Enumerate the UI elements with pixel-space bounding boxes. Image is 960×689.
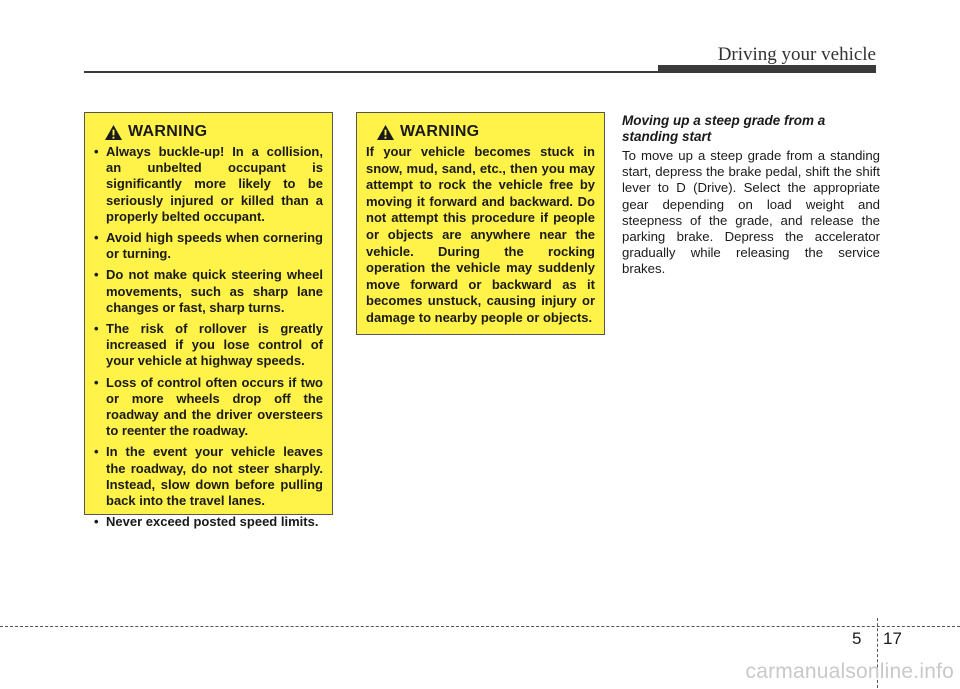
list-item: • Always buckle-up! In a collision, an unbelted occupant is significantly more likely to be seriously injured or killed than a properly belted occupant. bbox=[94, 144, 323, 225]
warning-header bbox=[104, 123, 323, 141]
warning-triangle-icon bbox=[104, 124, 123, 141]
list-item: • Loss of control often occurs if two or more wheels drop off the roadway and the driver oversteers to reenter the roadway. bbox=[94, 375, 323, 440]
list-item: • In the event your vehicle leaves the roadway, do not steer sharply. Instead, slow down before pulling back into the travel lanes. bbox=[94, 444, 323, 509]
page-header-title: Driving your vehicle bbox=[717, 44, 876, 65]
footer-rule bbox=[0, 626, 960, 627]
header-rule bbox=[84, 71, 660, 73]
header-rule-accent bbox=[658, 65, 876, 73]
chapter-number: 5 bbox=[852, 629, 862, 648]
section-body: To move up a steep grade from a standing start, depress the brake pedal, shift the shift lever to D (Drive). Select the appropriate gear depending on load weight and steepness of the grade, and release the parking brake. Depress the accelerator gradually while releasing the service brakes. bbox=[622, 148, 880, 277]
warning-list bbox=[94, 144, 323, 530]
warning-triangle-icon bbox=[376, 124, 395, 141]
warning-header bbox=[376, 123, 595, 141]
warning-body: If your vehicle becomes stuck in snow, mud, sand, etc., then you may attempt to rock the vehicle free by moving it forward and backward. Do not attempt this procedure if people or objects are anywhere near the vehicle. During the rocking operation the vehicle may suddenly move forward or backward as it becomes unstuck, causing injury or damage to nearby people or objects. bbox=[366, 144, 595, 325]
list-item: • The risk of rollover is greatly increased if you lose control of your vehicle at highway speeds. bbox=[94, 321, 323, 370]
warning-box-driving-safety bbox=[84, 112, 333, 530]
watermark: carmanualsonline.info bbox=[745, 660, 954, 683]
warning-box-stuck-vehicle bbox=[356, 112, 605, 335]
list-item: • Avoid high speeds when cornering or turning. bbox=[94, 230, 323, 262]
warning-title: WARNING bbox=[128, 123, 208, 140]
warning-title: WARNING bbox=[400, 123, 480, 140]
list-item: • Do not make quick steering wheel movements, such as sharp lane changes or fast, sharp turns. bbox=[94, 267, 323, 316]
list-item: • Never exceed posted speed limits. bbox=[94, 514, 323, 530]
section-heading: Moving up a steep grade from a standing start bbox=[622, 113, 826, 144]
page-number: 17 bbox=[883, 629, 902, 648]
